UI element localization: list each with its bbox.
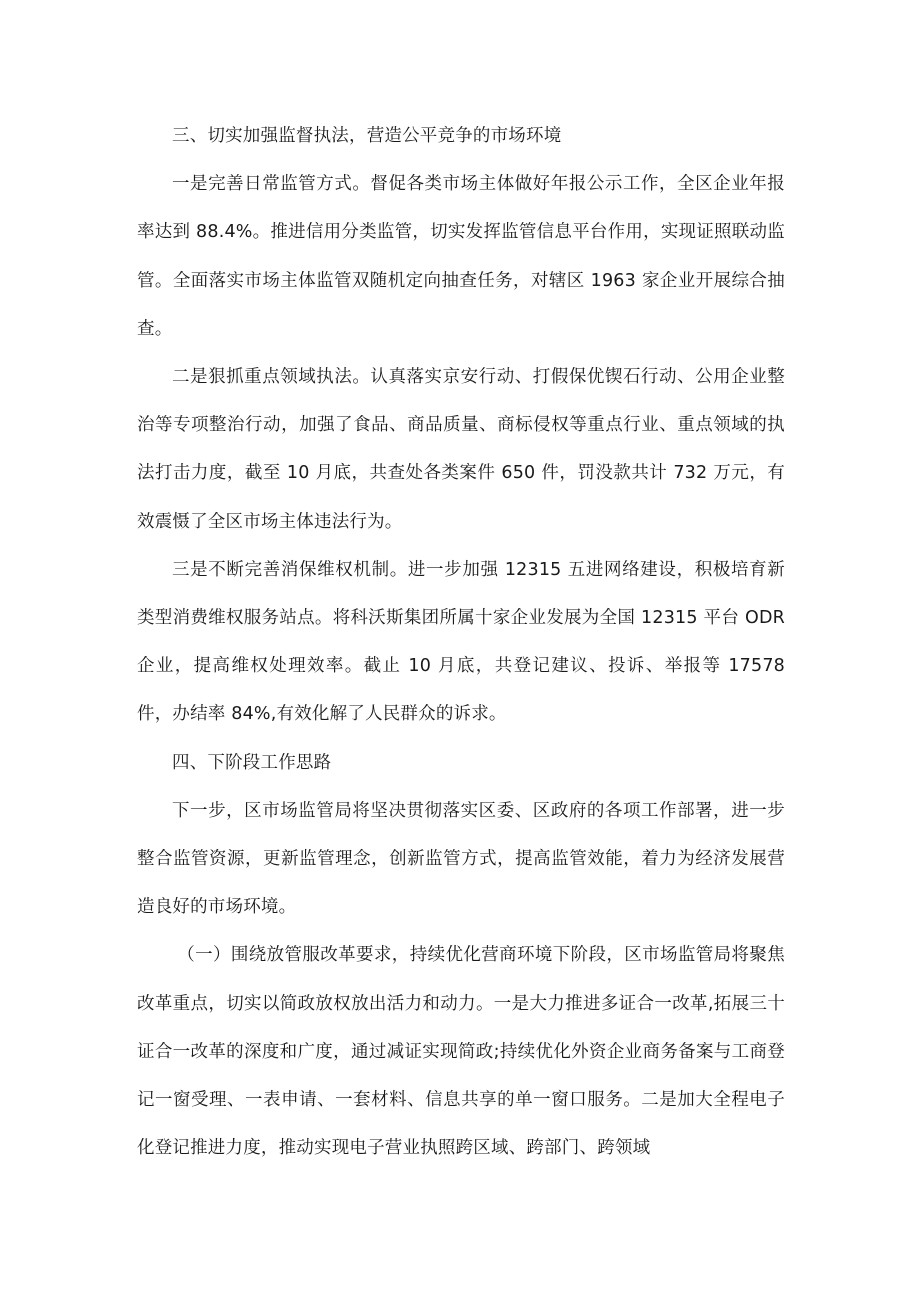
section-heading: 三、切实加强监督执法，营造公平竞争的市场环境 <box>172 126 562 146</box>
section-heading: 四、下阶段工作思路 <box>172 752 332 773</box>
document-body <box>137 112 785 1172</box>
body-paragraph: 下一步，区市场监管局将坚决贯彻落实区委、区政府的各项工作部署，进一步整合监管资源，更新监管理念，创新监管方式，提高监管效能，着力为经济发展营造良好的市场环境。 <box>137 800 785 918</box>
body-paragraph: 二是狠抓重点领域执法。认真落实京安行动、打假保优锲石行动、公用企业整治等专项整治行动，加强了食品、商品质量、商标侵权等重点行业、重点领域的执法打击力度，截至 10 月底，共查处各类案件 650 件，罚没款共计 732 万元，有效震慑了全区市场主体违法行为。 <box>137 367 785 532</box>
body-paragraph: （一）围绕放管服改革要求，持续优化营商环境下阶段，区市场监管局将聚焦改革重点，切实以简政放权放出活力和动力。一是大力推进多证合一改革,拓展三十证合一改革的深度和广度，通过减证实现简政;持续优化外资企业商务备案与工商登记一窗受理、一表申请、一套材料、信息共享的单一窗口服务。二是加大全程电子化登记推进力度，推动实现电子营业执照跨区域、跨部门、跨领域 <box>137 945 785 1159</box>
body-paragraph: 三是不断完善消保维权机制。进一步加强 12315 五进网络建设，积极培育新类型消费维权服务站点。将科沃斯集团所属十家企业发展为全国 12315 平台 ODR 企业，提高维权处理效率。截止 10 月底，共登记建议、投诉、举报等 17578 件，办结率 84%,有效化解了人民群众的诉求。 <box>137 559 785 725</box>
body-paragraph: 一是完善日常监管方式。督促各类市场主体做好年报公示工作，全区企业年报率达到 88.4%。推进信用分类监管，切实发挥监管信息平台作用，实现证照联动监管。全面落实市场主体监管双随机定向抽查任务，对辖区 1963 家企业开展综合抽查。 <box>137 174 785 339</box>
